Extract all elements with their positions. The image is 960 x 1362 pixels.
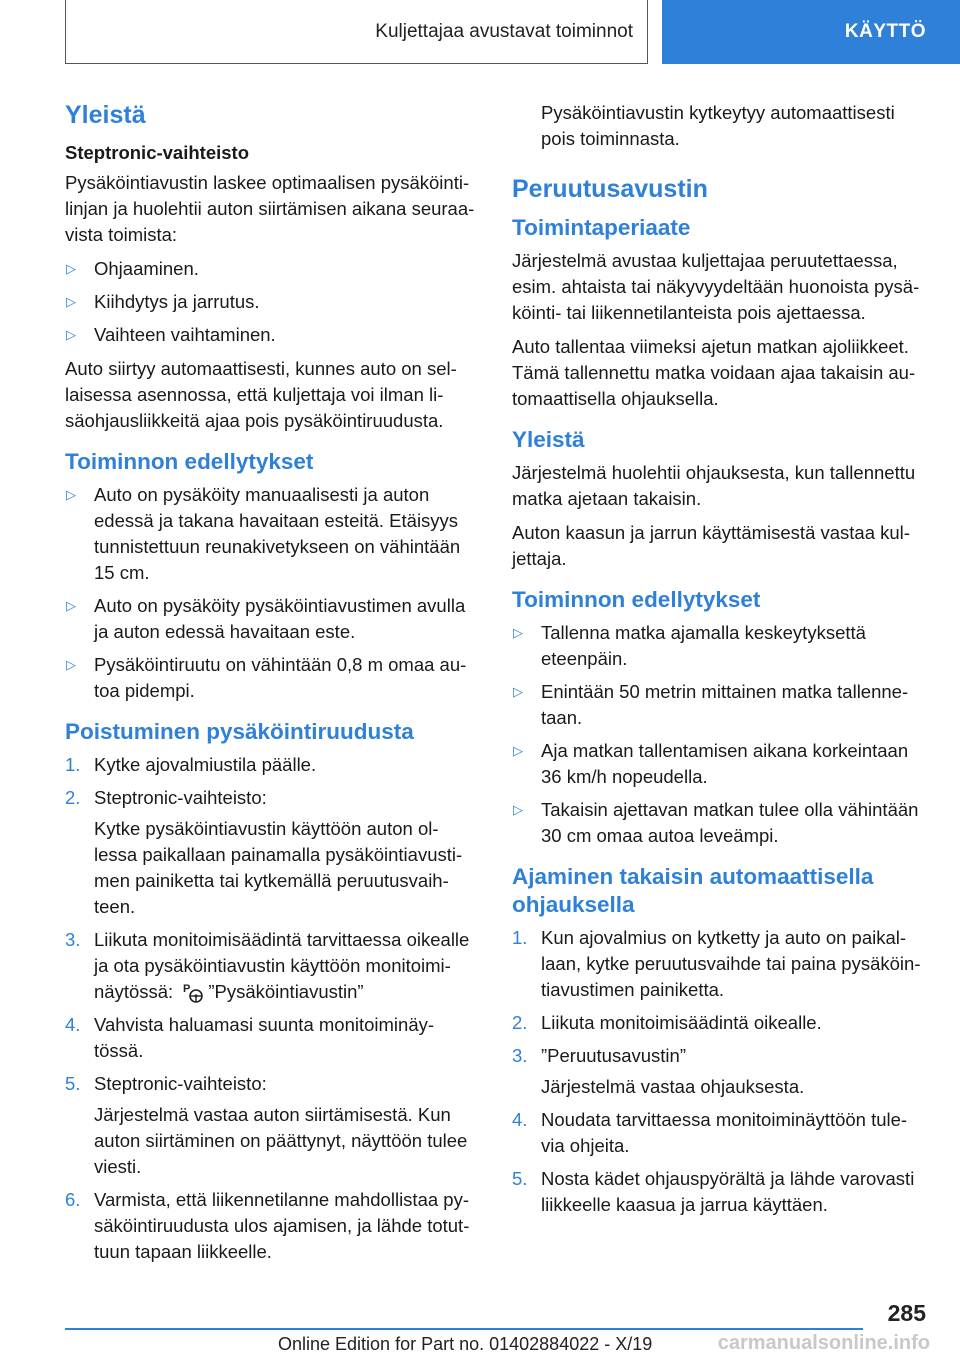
bullet-list-requirements-right bbox=[512, 620, 930, 849]
heading-steptronic: Steptronic-vaihteisto bbox=[65, 142, 249, 163]
list-item: ▷ Tallenna matka ajamalla keskeytyksettä eteenpäin. bbox=[513, 622, 866, 669]
header-section-title: Kuljettajaa avustavat toiminnot bbox=[65, 0, 648, 64]
watermark: carmanualsonline.info bbox=[717, 1332, 930, 1354]
bullet-list-actions bbox=[65, 256, 480, 348]
triangle-right-icon: ▷ bbox=[66, 327, 76, 342]
triangle-right-icon: ▷ bbox=[66, 294, 76, 309]
list-item: ▷ Auto on pysäköity manuaalisesti ja auton edessä ja takana havaitaan esteitä. Etäisyys tunnistettuun reunakivetykseen on vähintään 15 cm. bbox=[66, 484, 461, 583]
heading-general: Yleistä bbox=[65, 101, 146, 129]
triangle-right-icon: ▷ bbox=[66, 657, 76, 672]
triangle-right-icon: ▷ bbox=[513, 684, 523, 699]
triangle-right-icon: ▷ bbox=[513, 743, 523, 758]
list-item: ▷ Ohjaaminen. bbox=[65, 256, 480, 282]
bullet-list-requirements bbox=[65, 482, 480, 704]
parking-assistant-icon bbox=[182, 981, 204, 1003]
triangle-right-icon: ▷ bbox=[513, 625, 523, 640]
numbered-list-auto bbox=[512, 925, 930, 1218]
triangle-right-icon: ▷ bbox=[513, 802, 523, 817]
list-item: 2. Liikuta monitoimisäädintä oikealle. bbox=[512, 1012, 822, 1033]
list-item: ▷ Auto on pysäköity pysäköintiavustimen avulla ja auton edessä havaitaan este. bbox=[66, 595, 466, 642]
page-number: 285 bbox=[887, 1300, 926, 1326]
paragraph-intro: Pysäköintiavustin laskee optimaalisen pysäköinti-linjan ja huolehtii auton siirtämisen aikana seuraa-vista toimista: bbox=[65, 172, 475, 245]
list-item: 4. Noudata tarvittaessa monitoiminäyttöön tule-via ohjeita. bbox=[512, 1109, 908, 1156]
footer-divider bbox=[65, 1328, 863, 1330]
triangle-right-icon: ▷ bbox=[66, 598, 76, 613]
list-item: 2. Steptronic-vaihteisto: Kytke pysäköintiavustin käyttöön auton ol-lessa paikallaan painamalla pysäköintiavusti-men painiketta tai kytkemällä peruutusvaih-teen. bbox=[65, 787, 463, 917]
list-item: 5. Nosta kädet ohjauspyörältä ja lähde varovasti liikkeelle kaasua ja jarrua käyttäen. bbox=[512, 1168, 915, 1215]
heading-auto-steering: Ajaminen takaisin automaattisella ohjauksella bbox=[512, 864, 874, 917]
triangle-right-icon: ▷ bbox=[66, 261, 76, 276]
list-item: ▷ Vaihteen vaihtaminen. bbox=[65, 322, 480, 348]
paragraph-general-1: Järjestelmä huolehtii ohjauksesta, kun tallennettu matka ajetaan takaisin. bbox=[512, 462, 916, 509]
heading-requirements-right: Toiminnon edellytykset bbox=[512, 587, 761, 612]
paragraph-auto-off: Pysäköintiavustin kytkeytyy automaattisesti pois toiminnasta. bbox=[541, 102, 895, 149]
paragraph-auto-move: Auto siirtyy automaattisesti, kunnes auto on sel-laisessa asennossa, että kuljettaja voi ilman li-säohjausliikkeitä ajaa pois pysäköintiruudusta. bbox=[65, 358, 457, 431]
heading-reverse-assistant: Peruutusavustin bbox=[512, 175, 708, 203]
list-item: ▷ Enintään 50 metrin mittainen matka tallenne-taan. bbox=[513, 681, 909, 728]
paragraph-principle-1: Järjestelmä avustaa kuljettajaa peruutettaessa, esim. ahtaista tai näkyvyydeltään huonoista pysä-köinti- tai liikennetilanteista pois ajettaessa. bbox=[512, 250, 920, 323]
list-item: 3. Liikuta monitoimisäädintä tarvittaessa oikealle ja ota pysäköintiavustin käyttöön monitoimi-näytössä: P ”Pysäköintiavustin” bbox=[65, 929, 470, 1002]
svg-text:P: P bbox=[183, 983, 191, 995]
list-item: ▷ Takaisin ajettavan matkan tulee olla vähintään 30 cm omaa autoa leveämpi. bbox=[513, 799, 919, 846]
heading-requirements: Toiminnon edellytykset bbox=[65, 449, 314, 474]
footer-edition: Online Edition for Part no. 01402884022 - X/19 bbox=[278, 1334, 653, 1354]
heading-exit: Poistuminen pysäköintiruudusta bbox=[65, 719, 414, 744]
triangle-right-icon: ▷ bbox=[66, 487, 76, 502]
list-item: ▷ Pysäköintiruutu on vähintään 0,8 m omaa au-toa pidempi. bbox=[66, 654, 467, 701]
list-item: ▷ Aja matkan tallentamisen aikana korkeintaan 36 km/h nopeudella. bbox=[513, 740, 909, 787]
list-item: 5. Steptronic-vaihteisto: Järjestelmä vastaa auton siirtämisestä. Kun auton siirtäminen on päättynyt, näyttöön tulee viesti. bbox=[65, 1073, 468, 1177]
right-column bbox=[512, 100, 930, 1226]
paragraph-general-2: Auton kaasun ja jarrun käyttämisestä vastaa kul-jettaja. bbox=[512, 522, 910, 569]
heading-principle: Toimintaperiaate bbox=[512, 215, 691, 240]
list-item: 6. Varmista, että liikennetilanne mahdollistaa py-säköintiruudusta ulos ajamisen, ja lähde totut-tuun tapaan liikkeelle. bbox=[65, 1189, 470, 1262]
header-chapter: KÄYTTÖ bbox=[662, 0, 960, 64]
list-item: 4. Vahvista haluamasi suunta monitoiminäy-tössä. bbox=[65, 1014, 435, 1061]
list-item: 3. ”Peruutusavustin” Järjestelmä vastaa ohjauksesta. bbox=[512, 1045, 805, 1097]
numbered-list-exit bbox=[65, 752, 480, 1265]
heading-general-right: Yleistä bbox=[512, 427, 585, 452]
list-item: ▷ Kiihdytys ja jarrutus. bbox=[65, 289, 480, 315]
left-column bbox=[65, 100, 480, 1273]
paragraph-principle-2: Auto tallentaa viimeksi ajetun matkan ajoliikkeet. Tämä tallennettu matka voidaan ajaa takaisin au-tomaattisella ohjauksella. bbox=[512, 336, 916, 409]
list-item: 1. Kun ajovalmius on kytketty ja auto on paikal-laan, kytke peruutusvaihde tai paina pysäköin-tiavustimen painiketta. bbox=[512, 927, 921, 1000]
list-item: 1. Kytke ajovalmiustila päälle. bbox=[65, 754, 317, 775]
